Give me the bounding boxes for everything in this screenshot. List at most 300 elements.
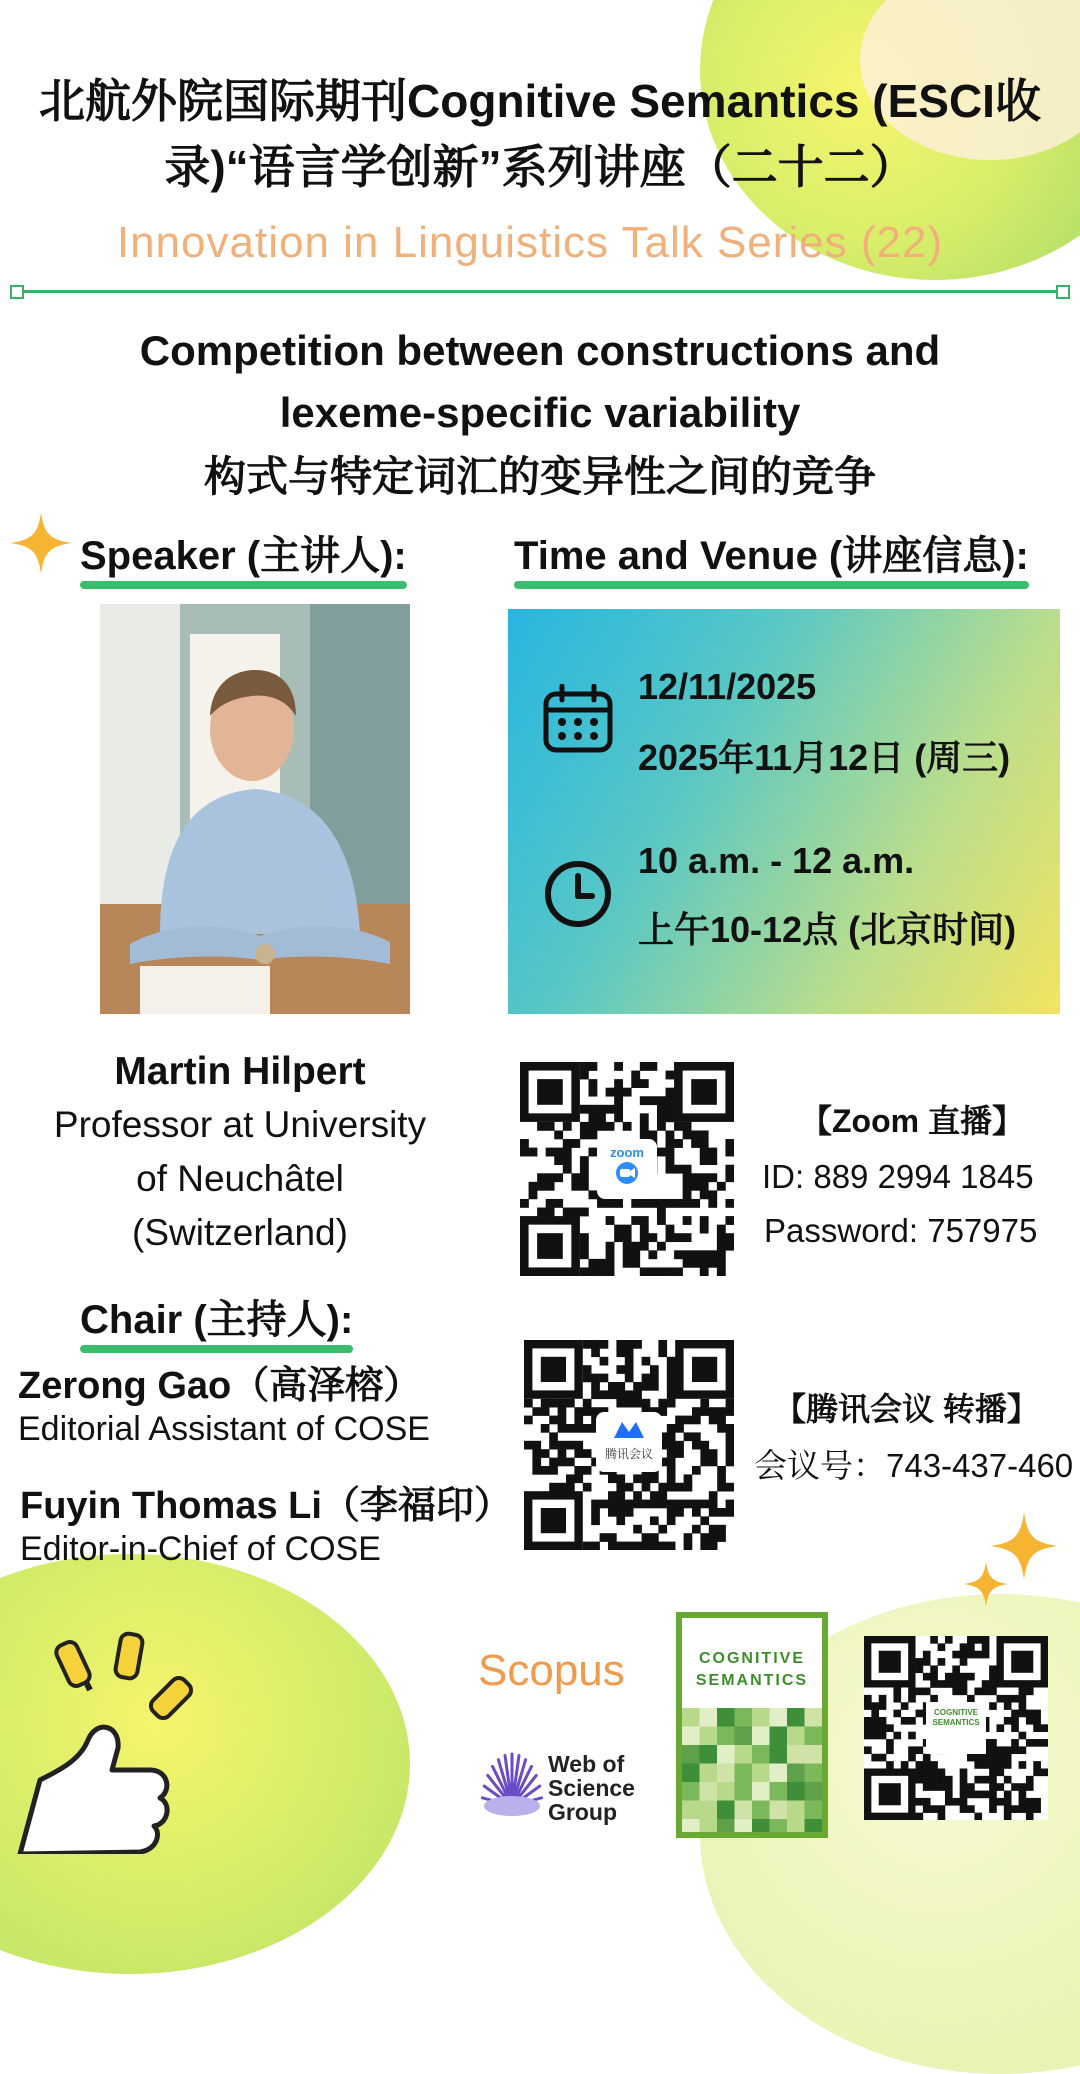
- qr-module: [692, 1525, 701, 1534]
- qr-module: [532, 1441, 541, 1450]
- qr-module: [974, 1688, 982, 1696]
- qr-module: [871, 1754, 879, 1762]
- qr-module: [657, 1216, 666, 1225]
- qr-module: [640, 1199, 649, 1208]
- chair-heading-underline: [80, 1345, 353, 1353]
- qr-module: [558, 1407, 567, 1416]
- qr-module: [554, 1156, 563, 1165]
- qr-module: [982, 1643, 990, 1651]
- qr-module: [667, 1542, 676, 1550]
- journal-qr-code[interactable]: [864, 1636, 1048, 1820]
- qr-module: [674, 1267, 683, 1276]
- mosaic-tile: [805, 1764, 823, 1783]
- qr-module: [1004, 1776, 1012, 1784]
- qr-module: [923, 1783, 931, 1791]
- qr-module: [574, 1441, 583, 1450]
- speaker-name: Martin Hilpert: [114, 1050, 366, 1093]
- qr-module: [726, 1441, 734, 1450]
- qr-module: [982, 1791, 990, 1799]
- qr-module: [580, 1233, 589, 1242]
- qr-module: [692, 1407, 701, 1416]
- qr-module: [658, 1525, 667, 1534]
- qr-module: [529, 1182, 538, 1191]
- qr-module: [708, 1148, 717, 1157]
- qr-module: [1026, 1813, 1034, 1820]
- qr-module: [700, 1449, 709, 1458]
- qr-module: [658, 1500, 667, 1509]
- qr-module: [524, 1399, 533, 1408]
- qr-module: [642, 1357, 651, 1366]
- qr-module: [608, 1382, 617, 1391]
- mosaic-tile: [735, 1727, 753, 1746]
- qr-module: [700, 1407, 709, 1416]
- qr-module: [908, 1688, 916, 1696]
- mosaic-tile: [787, 1727, 805, 1746]
- qr-module: [708, 1156, 717, 1165]
- qr-module: [608, 1508, 617, 1517]
- qr-module: [650, 1474, 659, 1483]
- wos-burst-icon: [478, 1748, 546, 1818]
- mosaic-tile: [700, 1745, 718, 1764]
- qr-module: [631, 1242, 640, 1251]
- qr-module: [700, 1190, 709, 1199]
- qr-module: [580, 1208, 589, 1217]
- qr-module: [717, 1483, 726, 1492]
- zoom-logo-badge: [597, 1139, 657, 1199]
- qr-module: [960, 1783, 968, 1791]
- qr-module: [916, 1688, 924, 1696]
- qr-module: [580, 1130, 589, 1139]
- qr-module: [625, 1357, 634, 1366]
- mosaic-tile: [682, 1764, 700, 1783]
- qr-module: [563, 1139, 572, 1148]
- qr-module: [667, 1432, 676, 1441]
- qr-module: [700, 1441, 709, 1450]
- qr-module: [996, 1798, 1004, 1806]
- qr-module: [893, 1695, 901, 1703]
- qr-module: [642, 1374, 651, 1383]
- qr-module: [558, 1483, 567, 1492]
- qr-module: [700, 1130, 709, 1139]
- qr-module: [683, 1130, 692, 1139]
- qr-module: [650, 1533, 659, 1542]
- qr-module: [625, 1348, 634, 1357]
- qr-module: [674, 1199, 683, 1208]
- header-divider: [16, 290, 1064, 293]
- qr-module: [886, 1739, 894, 1747]
- qr-module: [708, 1259, 717, 1268]
- qr-module: [700, 1542, 709, 1550]
- qr-module: [996, 1761, 1004, 1769]
- qr-module: [591, 1374, 600, 1383]
- qr-module: [532, 1449, 541, 1458]
- qr-module: [1011, 1805, 1019, 1813]
- qr-module: [640, 1113, 649, 1122]
- qr-module: [675, 1441, 684, 1450]
- qr-module: [684, 1416, 693, 1425]
- qr-module: [675, 1483, 684, 1492]
- qr-module: [588, 1122, 597, 1131]
- mosaic-tile: [717, 1764, 735, 1783]
- qr-module: [1019, 1688, 1027, 1696]
- qr-module: [591, 1390, 600, 1399]
- qr-module: [974, 1761, 982, 1769]
- qr-module: [1011, 1739, 1019, 1747]
- qr-module: [996, 1783, 1004, 1791]
- qr-module: [591, 1500, 600, 1509]
- qr-module: [916, 1761, 924, 1769]
- time-cn: 上午10-12点 (北京时间): [638, 909, 1017, 950]
- venue-heading-text: Time and Venue (讲座信息):: [514, 534, 1029, 578]
- qr-module: [667, 1357, 676, 1366]
- qr-module: [691, 1199, 700, 1208]
- qr-module: [930, 1761, 938, 1769]
- qr-module: [1033, 1798, 1041, 1806]
- qr-module: [625, 1542, 634, 1550]
- qr-module: [616, 1390, 625, 1399]
- qr-module: [520, 1199, 529, 1208]
- qr-module: [901, 1702, 909, 1710]
- qr-module: [960, 1805, 968, 1813]
- qr-module: [930, 1680, 938, 1688]
- qr-module: [1011, 1710, 1019, 1718]
- qr-module: [666, 1130, 675, 1139]
- qr-module: [657, 1148, 666, 1157]
- qr-module: [908, 1732, 916, 1740]
- mosaic-tile: [752, 1745, 770, 1764]
- qr-module: [546, 1208, 555, 1217]
- qr-module: [700, 1139, 709, 1148]
- qr-module: [864, 1702, 872, 1710]
- qr-module: [549, 1441, 558, 1450]
- qr-module: [648, 1130, 657, 1139]
- qr-module: [989, 1768, 997, 1776]
- qr-module: [666, 1225, 675, 1234]
- qr-module: [633, 1542, 642, 1550]
- qr-module: [600, 1340, 609, 1349]
- qr-module: [864, 1732, 872, 1740]
- qr-module: [930, 1776, 938, 1784]
- qr-module: [709, 1500, 718, 1509]
- qr-module: [642, 1533, 651, 1542]
- qr-module: [916, 1813, 924, 1820]
- qr-module: [600, 1390, 609, 1399]
- qr-module: [692, 1508, 701, 1517]
- qr-module: [708, 1190, 717, 1199]
- qr-module: [1011, 1717, 1019, 1725]
- qr-module: [923, 1761, 931, 1769]
- mosaic-tile: [735, 1745, 753, 1764]
- qr-module: [558, 1416, 567, 1425]
- qr-module: [650, 1374, 659, 1383]
- qr-module: [580, 1242, 589, 1251]
- qr-module: [614, 1079, 623, 1088]
- qr-module: [683, 1122, 692, 1131]
- qr-module: [709, 1525, 718, 1534]
- qr-module: [608, 1474, 617, 1483]
- qr-module: [709, 1458, 718, 1467]
- qr-module: [658, 1542, 667, 1550]
- qr-module: [700, 1516, 709, 1525]
- qr-module: [717, 1533, 726, 1542]
- scopus-logo: Scopus: [478, 1646, 625, 1695]
- qr-module: [879, 1754, 887, 1762]
- qr-module: [606, 1267, 615, 1276]
- qr-module: [667, 1483, 676, 1492]
- mosaic-tile: [805, 1782, 823, 1801]
- qr-module: [631, 1216, 640, 1225]
- qr-module: [554, 1130, 563, 1139]
- qr-module: [666, 1165, 675, 1174]
- qr-module: [574, 1474, 583, 1483]
- qr-module: [600, 1374, 609, 1383]
- qr-module: [684, 1474, 693, 1483]
- qr-module: [960, 1768, 968, 1776]
- qr-module: [657, 1199, 666, 1208]
- qr-module: [640, 1233, 649, 1242]
- qr-module: [633, 1382, 642, 1391]
- mosaic-tile: [682, 1745, 700, 1764]
- qr-module: [1004, 1791, 1012, 1799]
- qr-module: [674, 1139, 683, 1148]
- qr-module: [952, 1688, 960, 1696]
- qr-module: [614, 1225, 623, 1234]
- qr-module: [640, 1216, 649, 1225]
- qr-module: [879, 1702, 887, 1710]
- qr-module: [684, 1483, 693, 1492]
- qr-module: [952, 1651, 960, 1659]
- qr-module: [1004, 1805, 1012, 1813]
- mosaic-tile: [682, 1801, 700, 1820]
- qr-module: [879, 1724, 887, 1732]
- mosaic-tile: [700, 1782, 718, 1801]
- qr-module: [901, 1761, 909, 1769]
- journal-cover-title-2: SEMANTICS: [695, 1672, 809, 1689]
- qr-module: [667, 1374, 676, 1383]
- qr-module: [871, 1710, 879, 1718]
- qr-module: [901, 1717, 909, 1725]
- qr-module: [691, 1139, 700, 1148]
- qr-module: [1041, 1768, 1048, 1776]
- qr-module: [1004, 1702, 1012, 1710]
- qr-module: [967, 1673, 975, 1681]
- zoom-heading: 【Zoom 直播】: [800, 1103, 1024, 1139]
- qr-module: [623, 1259, 632, 1268]
- mosaic-tile: [735, 1801, 753, 1820]
- zoom-camera-icon: [612, 1162, 642, 1184]
- qr-module: [708, 1173, 717, 1182]
- speaker-heading-underline: [80, 581, 407, 589]
- qr-module: [717, 1259, 726, 1268]
- journal-cover: [676, 1612, 828, 1838]
- qr-module: [945, 1636, 953, 1644]
- mosaic-tile: [735, 1708, 753, 1727]
- qr-module: [608, 1542, 617, 1550]
- qr-module: [960, 1643, 968, 1651]
- mosaic-tile: [700, 1764, 718, 1783]
- qr-module: [623, 1233, 632, 1242]
- qr-module: [1033, 1724, 1041, 1732]
- qr-module: [989, 1761, 997, 1769]
- mosaic-tile: [717, 1801, 735, 1820]
- qr-module: [616, 1474, 625, 1483]
- qr-module: [700, 1259, 709, 1268]
- qr-module: [650, 1542, 659, 1550]
- qr-module: [648, 1250, 657, 1259]
- qr-module: [588, 1088, 597, 1097]
- qr-module: [623, 1242, 632, 1251]
- qr-module: [923, 1658, 931, 1666]
- qr-module: [666, 1233, 675, 1242]
- mosaic-tile: [752, 1708, 770, 1727]
- qr-module: [674, 1165, 683, 1174]
- qr-module: [974, 1636, 982, 1644]
- qr-module: [614, 1233, 623, 1242]
- qr-module: [938, 1680, 946, 1688]
- mosaic-tile: [717, 1782, 735, 1801]
- qr-module: [938, 1805, 946, 1813]
- mosaic-tile: [787, 1782, 805, 1801]
- qr-module: [923, 1651, 931, 1659]
- qr-module: [871, 1717, 879, 1725]
- qr-module: [1033, 1717, 1041, 1725]
- qr-module: [580, 1173, 589, 1182]
- venue-heading: [514, 524, 1029, 581]
- qr-module: [606, 1259, 615, 1268]
- qr-module: [675, 1424, 684, 1433]
- mosaic-tile: [752, 1782, 770, 1801]
- qr-module: [566, 1474, 575, 1483]
- qr-module: [642, 1399, 651, 1408]
- qr-module: [583, 1483, 592, 1492]
- qr-module: [871, 1702, 879, 1710]
- qr-module: [558, 1424, 567, 1433]
- qr-module: [546, 1148, 555, 1157]
- qr-module: [717, 1407, 726, 1416]
- clock-icon: [544, 860, 612, 928]
- mosaic-tile: [752, 1801, 770, 1820]
- qr-module: [648, 1267, 657, 1276]
- qr-module: [945, 1798, 953, 1806]
- zoom-id[interactable]: ID: 889 2994 1845: [762, 1158, 1034, 1195]
- qr-module: [982, 1754, 990, 1762]
- qr-module: [537, 1122, 546, 1131]
- mosaic-tile: [787, 1745, 805, 1764]
- qr-module: [633, 1491, 642, 1500]
- qr-module: [648, 1096, 657, 1105]
- qr-module: [930, 1783, 938, 1791]
- mosaic-tile: [787, 1764, 805, 1783]
- qr-module: [923, 1805, 931, 1813]
- qr-module: [648, 1199, 657, 1208]
- qr-module: [633, 1474, 642, 1483]
- qr-module: [952, 1798, 960, 1806]
- qr-module: [658, 1348, 667, 1357]
- qr-module: [938, 1768, 946, 1776]
- qr-module: [580, 1250, 589, 1259]
- qr-module: [717, 1225, 726, 1234]
- zoom-qr-code[interactable]: [520, 1062, 734, 1276]
- qr-module: [923, 1673, 931, 1681]
- qr-module: [532, 1407, 541, 1416]
- qr-module: [700, 1182, 709, 1191]
- tencent-meeting-number[interactable]: 会议号：743-437-460: [754, 1447, 1074, 1484]
- qr-module: [583, 1399, 592, 1408]
- qr-module: [667, 1399, 676, 1408]
- qr-module: [537, 1173, 546, 1182]
- qr-module: [563, 1156, 572, 1165]
- qr-module: [1026, 1717, 1034, 1725]
- qr-module: [666, 1088, 675, 1097]
- qr-module: [588, 1079, 597, 1088]
- mosaic-tile: [717, 1727, 735, 1746]
- qr-module: [549, 1432, 558, 1441]
- qr-module: [666, 1267, 675, 1276]
- qr-module: [667, 1390, 676, 1399]
- wos-line2: Science: [548, 1775, 635, 1801]
- qr-module: [996, 1768, 1004, 1776]
- qr-module: [974, 1651, 982, 1659]
- qr-module: [583, 1542, 592, 1550]
- qr-module: [726, 1407, 734, 1416]
- qr-module: [726, 1458, 734, 1467]
- qr-module: [583, 1340, 592, 1349]
- zoom-password[interactable]: Password: 757975: [764, 1212, 1038, 1249]
- qr-module: [588, 1105, 597, 1114]
- qr-module: [541, 1424, 550, 1433]
- qr-module: [989, 1805, 997, 1813]
- qr-module: [614, 1096, 623, 1105]
- qr-module: [657, 1267, 666, 1276]
- qr-module: [945, 1776, 953, 1784]
- qr-module: [625, 1508, 634, 1517]
- qr-module: [700, 1173, 709, 1182]
- qr-module: [938, 1783, 946, 1791]
- qr-module: [1019, 1710, 1027, 1718]
- qr-module: [989, 1746, 997, 1754]
- qr-module: [893, 1732, 901, 1740]
- qr-module: [717, 1242, 726, 1251]
- qr-module: [583, 1365, 592, 1374]
- qr-module: [640, 1225, 649, 1234]
- qr-module: [608, 1491, 617, 1500]
- qr-module: [726, 1500, 734, 1509]
- qr-module: [967, 1651, 975, 1659]
- qr-module: [591, 1516, 600, 1525]
- qr-module: [952, 1665, 960, 1673]
- qr-module: [982, 1761, 990, 1769]
- qr-module: [717, 1466, 726, 1475]
- qr-module: [717, 1416, 726, 1425]
- qr-module: [640, 1242, 649, 1251]
- qr-module: [563, 1165, 572, 1174]
- qr-module: [623, 1088, 632, 1097]
- sparkle-icon: [962, 1560, 1010, 1608]
- qr-module: [574, 1407, 583, 1416]
- mosaic-tile: [805, 1819, 823, 1838]
- qr-module: [886, 1761, 894, 1769]
- tencent-qr-code[interactable]: [524, 1340, 734, 1550]
- qr-module: [967, 1791, 975, 1799]
- qr-module: [588, 1148, 597, 1157]
- tencent-logo-badge: [596, 1412, 662, 1472]
- qr-module: [923, 1688, 931, 1696]
- qr-module: [1026, 1776, 1034, 1784]
- qr-module: [616, 1382, 625, 1391]
- speaker-affiliation-line1: Professor at University: [53, 1104, 427, 1145]
- qr-module: [616, 1483, 625, 1492]
- qr-module: [683, 1199, 692, 1208]
